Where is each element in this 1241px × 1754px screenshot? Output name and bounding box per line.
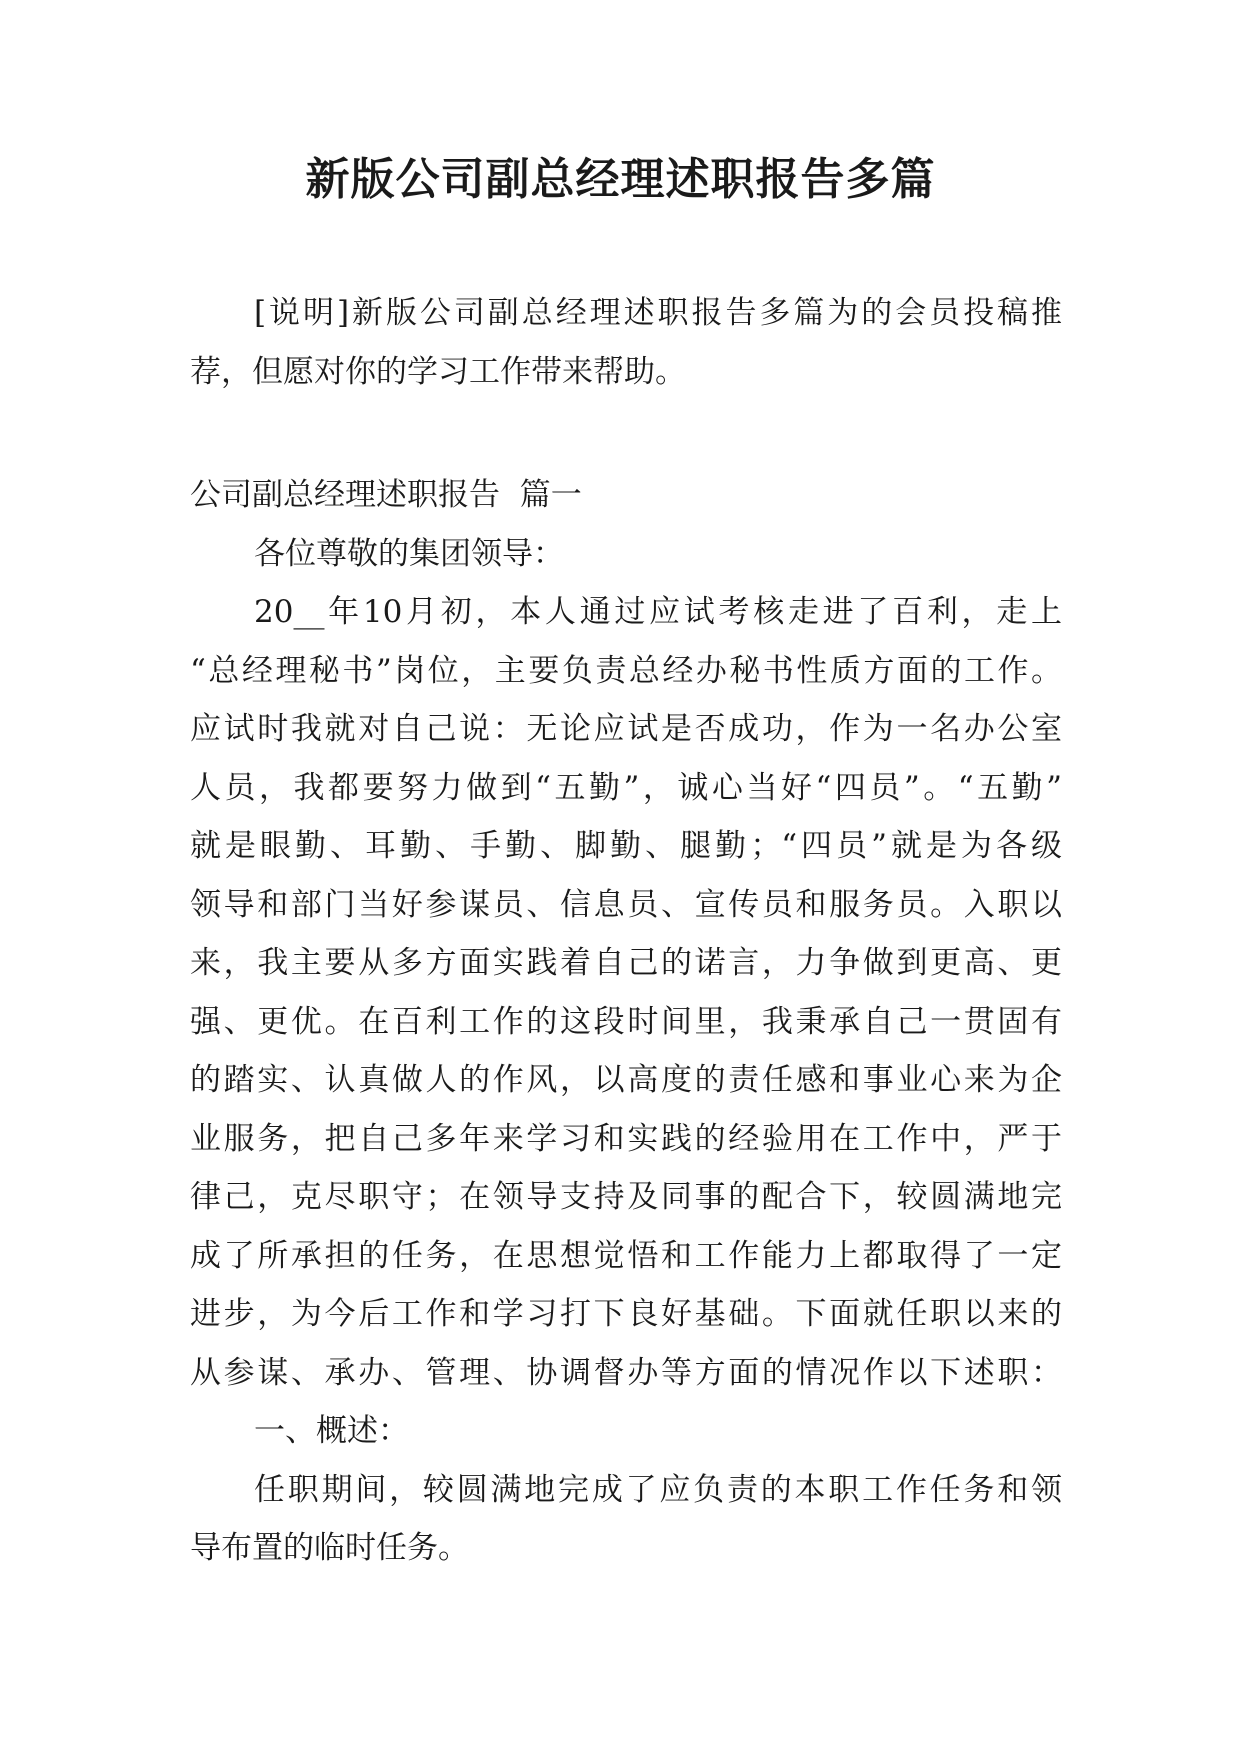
paragraph-line: 人员，我都要努力做到“五勤”，诚心当好“四员”。“五勤” [190,769,1062,806]
paragraph-line: 成了所承担的任务，在思想觉悟和工作能力上都取得了一定 [190,1237,1062,1274]
paragraph-line: 就是眼勤、耳勤、手勤、脚勤、腿勤；“四员”就是为各级 [190,828,1062,864]
paragraph-line: 来，我主要从多方面实践着自己的诺言，力争做到更高、更 [190,945,1062,981]
paragraph-line: 任职期间，较圆满地完成了应负责的本职工作任务和领 [254,1471,1062,1508]
note-line: [说明]新版公司副总经理述职报告多篇为的会员投稿推 [254,295,1062,331]
paragraph-line: 从参谋、承办、管理、协调督办等方面的情况作以下述职： [190,1354,1062,1391]
paragraph-1 [190,583,1062,1402]
paragraph-line: 应试时我就对自己说：无论应试是否成功，作为一名办公室 [190,711,1062,747]
salutation: 各位尊敬的集团领导： [254,535,564,572]
paragraph-line: “总经理秘书”岗位，主要负责总经办秘书性质方面的工作。 [190,652,1062,689]
document-title: 新版公司副总经理述职报告多篇 [305,154,936,205]
subheading-overview: 一、概述： [254,1413,409,1449]
paragraph-line: 律己，克尽职守；在领导支持及同事的配合下，较圆满地完 [190,1179,1062,1215]
paragraph-line: 领导和部门当好参谋员、信息员、宣传员和服务员。入职以 [190,886,1062,923]
paragraph-2 [190,1461,1062,1578]
paragraph-line: 强、更优。在百利工作的这段时间里，我秉承自己一贯固有 [190,1003,1062,1040]
paragraph-line: 20__年10月初，本人通过应试考核走进了百利，走上 [254,594,1062,630]
paragraph-line: 业服务，把自己多年来学习和实践的经验用在工作中，严于 [190,1120,1062,1157]
report-body [190,466,1062,1578]
note-paragraph [190,284,1062,401]
paragraph-line: 的踏实、认真做人的作风，以高度的责任感和事业心来为企 [190,1062,1062,1098]
note-line: 荐，但愿对你的学习工作带来帮助。 [190,353,686,390]
paragraph-line: 进步，为今后工作和学习打下良好基础。下面就任职以来的 [190,1296,1062,1332]
paragraph-line: 导布置的临时任务。 [190,1530,469,1566]
section-heading: 公司副总经理述职报告 篇一 [190,477,582,513]
